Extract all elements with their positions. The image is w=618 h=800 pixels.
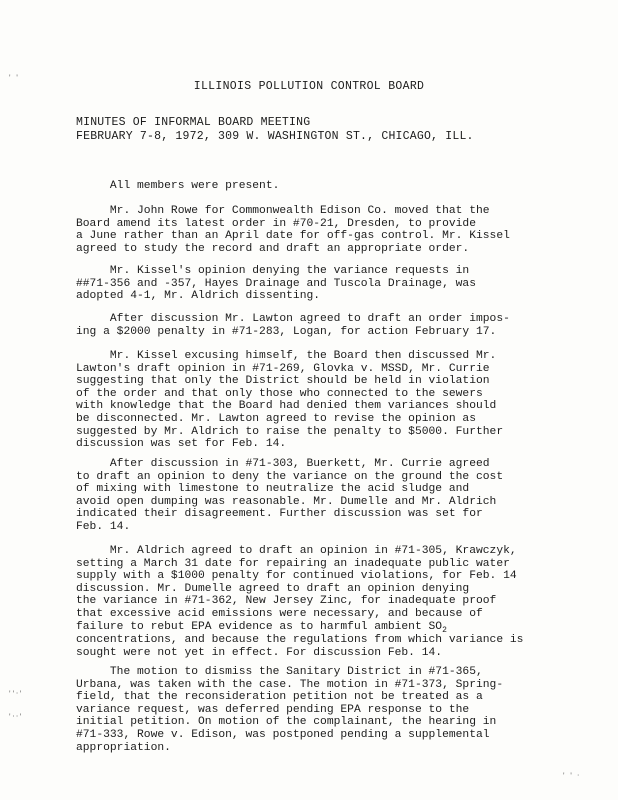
text-line: a June rather than an April date for off-gas control. Mr. Kissel [76, 230, 510, 243]
text-line: suggesting that only the District should be held in violation [76, 375, 490, 388]
text-line: setting a March 31 date for repairing an inadequate public water [76, 557, 510, 570]
text-line-so2 [76, 621, 556, 635]
org-title: ILLINOIS POLLUTION CONTROL BOARD [193, 80, 425, 93]
scan-mark: ''·' [8, 690, 23, 697]
text-line: appropriation. [76, 741, 171, 754]
text-line: concentrations, and because the regulations from which variance is [76, 634, 524, 647]
text-line: #71-333, Rowe v. Edison, was postponed pending a supplemental [76, 728, 490, 741]
paragraph-buerkett [76, 458, 556, 534]
text-line: After discussion Mr. Lawton agreed to draft an order impos- [76, 313, 510, 325]
text-line: supply with a $1000 penalty for continued violations, for Feb. 14 [76, 570, 517, 583]
text-line: be disconnected. Mr. Lawton agreed to revise the opinion as [76, 412, 476, 425]
meeting-date-location: FEBRUARY 7-8, 1972, 309 W. WASHINGTON ST., CHICAGO, ILL. [76, 130, 474, 143]
paragraph-dresden [76, 205, 556, 255]
subscript-2: 2 [442, 625, 447, 635]
text-line: Mr. John Rowe for Commonwealth Edison Co. moved that the [76, 205, 490, 217]
text-line: avoid open dumping was reasonable. Mr. Dumelle and Mr. Aldrich [76, 495, 497, 508]
text-line: of mixing with limestone to neutralize the acid sludge and [76, 483, 470, 496]
text-line: Board amend its latest order in #70-21, Dresden, to provide [76, 217, 476, 230]
text-line: agreed to study the record and draft an appropriate order. [76, 242, 470, 255]
text-line: Mr. Aldrich agreed to draft an opinion in #71-305, Krawczyk, [76, 545, 517, 557]
text-line: Mr. Kissel's opinion denying the variance requests in [76, 265, 470, 277]
paragraph-glovka [76, 350, 556, 451]
text-line: with knowledge that the Board had denied them variances should [76, 400, 497, 413]
text-line: of the order and that only those who connected to the sewers [76, 387, 483, 400]
text-line: variance request, was deferred pending EPA response to the [76, 703, 470, 716]
text-line: discussion. Mr. Dumelle agreed to draft an opinion denying [76, 582, 470, 595]
text-line: All members were present. [76, 180, 280, 192]
text-line: Feb. 14. [76, 520, 131, 533]
text-line: to draft an opinion to deny the variance on the ground the cost [76, 470, 504, 483]
text-line: indicated their disagreement. Further discussion was set for [76, 508, 483, 521]
text-line: adopted 4-1, Mr. Aldrich dissenting. [76, 290, 321, 303]
text-line: field, that the reconsideration petition not be treated as a [76, 691, 483, 704]
text-line: that excessive acid emissions were necessary, and because of [76, 607, 483, 620]
paragraph-logan [76, 313, 556, 338]
text-line: ing a $2000 penalty in #71-283, Logan, for action February 17. [76, 325, 497, 338]
scan-mark: ' ' [8, 74, 19, 81]
text-line: Lawton's draft opinion in #71-269, Glovka v. MSSD, Mr. Currie [76, 362, 490, 375]
text-line: sought were not yet in effect. For discussion Feb. 14. [76, 646, 443, 659]
text-line: After discussion in #71-303, Buerkett, Mr. Currie agreed [76, 458, 490, 470]
text-line: initial petition. On motion of the complainant, the hearing in [76, 716, 497, 729]
paragraph-hayes-tuscola [76, 265, 556, 303]
text-segment: failure to rebut EPA evidence as to harmful ambient SO [76, 620, 443, 633]
text-line: the variance in #71-362, New Jersey Zinc, for inadequate proof [76, 595, 497, 608]
paragraph-krawczyk-nj-zinc [76, 545, 556, 659]
meeting-heading: MINUTES OF INFORMAL BOARD MEETING [76, 116, 311, 129]
paragraph-motions [76, 666, 556, 754]
scan-mark: '··' [8, 713, 23, 720]
paragraph-attendance [76, 180, 556, 193]
text-line: discussion was set for Feb. 14. [76, 438, 287, 451]
scan-mark: ' ' · [562, 772, 581, 779]
text-line: Urbana, was taken with the case. The motion in #71-373, Spring- [76, 678, 504, 691]
text-line: Mr. Kissel excusing himself, the Board then discussed Mr. [76, 350, 497, 362]
text-line: ##71-356 and -357, Hayes Drainage and Tuscola Drainage, was [76, 277, 476, 290]
text-line: The motion to dismiss the Sanitary District in #71-365, [76, 666, 483, 678]
text-line: suggested by Mr. Aldrich to raise the penalty to $5000. Further [76, 425, 504, 438]
